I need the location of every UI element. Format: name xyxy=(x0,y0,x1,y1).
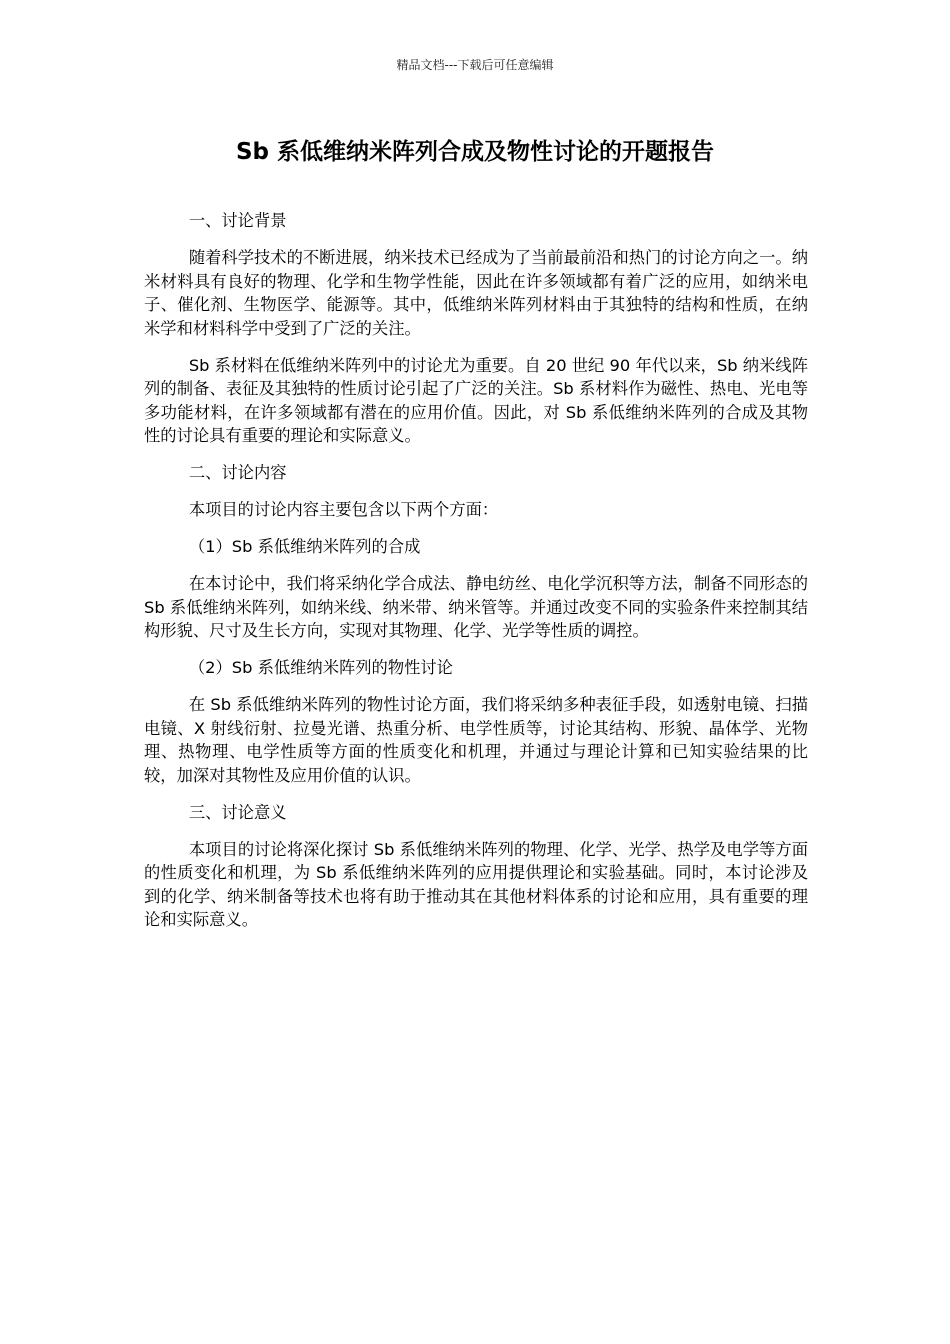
paragraph-synthesis: 在本讨论中，我们将采纳化学合成法、静电纺丝、电化学沉积等方法，制备不同形态的 Sb 系低维纳米阵列，如纳米线、纳米带、纳米管等。并通过改变不同的实验条件来控制其结构形貌、尺寸及生长方向，实现对其物理、化学、光学等性质的调控。 xyxy=(144,574,808,640)
paragraph-content-intro: 本项目的讨论内容主要包含以下两个方面： xyxy=(188,500,499,519)
paragraph-background-1: 随着科学技术的不断进展，纳米技术已经成为了当前最前沿和热门的讨论方向之一。纳米材料具有良好的物理、化学和生物学性能，因此在许多领域都有着广泛的应用，如纳米电子、催化剂、生物医学、能源等。其中，低维纳米阵列材料由于其独特的结构和性质，在纳米学和材料科学中受到了广泛的关注。 xyxy=(144,248,808,338)
section-heading-significance: 三、讨论意义 xyxy=(188,802,287,822)
document-body xyxy=(144,209,808,945)
section-heading-background: 一、讨论背景 xyxy=(188,211,287,230)
document-title: Sb 系低维纳米阵列合成及物性讨论的开题报告 xyxy=(235,139,715,165)
paragraph-significance: 本项目的讨论将深化探讨 Sb 系低维纳米阵列的物理、化学、光学、热学及电学等方面的性质变化和机理，为 Sb 系低维纳米阵列的应用提供理论和实验基础。同时，本讨论涉及到的化学、纳米制备等技术也将有助于推动其在其他材料体系的讨论和应用，具有重要的理论和实际意义。 xyxy=(144,839,808,929)
paragraph-properties: 在 Sb 系低维纳米阵列的物性讨论方面，我们将采纳多种表征手段，如透射电镜、扫描电镜、X 射线衍射、拉曼光谱、热重分析、电学性质等，讨论其结构、形貌、晶体学、光物理、热物理、电学性质等方面的性质变化和机理，并通过与理论计算和已知实验结果的比较，加深对其物性及应用价值的认识。 xyxy=(144,695,808,785)
paragraph-background-2: Sb 系材料在低维纳米阵列中的讨论尤为重要。自 20 世纪 90 年代以来，Sb 纳米线阵列的制备、表征及其独特的性质讨论引起了广泛的关注。Sb 系材料作为磁性、热电、光电等多功能材料，在许多领域都有潜在的应用价值。因此，对 Sb 系低维纳米阵列的合成及其物性的讨论具有重要的理论和实际意义。 xyxy=(144,355,808,445)
subheading-synthesis: （1）Sb 系低维纳米阵列的合成 xyxy=(188,537,421,556)
section-heading-content: 二、讨论内容 xyxy=(188,463,287,482)
subheading-properties: （2）Sb 系低维纳米阵列的物性讨论 xyxy=(188,658,453,677)
page-header-note: 精品文档---下载后可任意编辑 xyxy=(396,58,554,72)
